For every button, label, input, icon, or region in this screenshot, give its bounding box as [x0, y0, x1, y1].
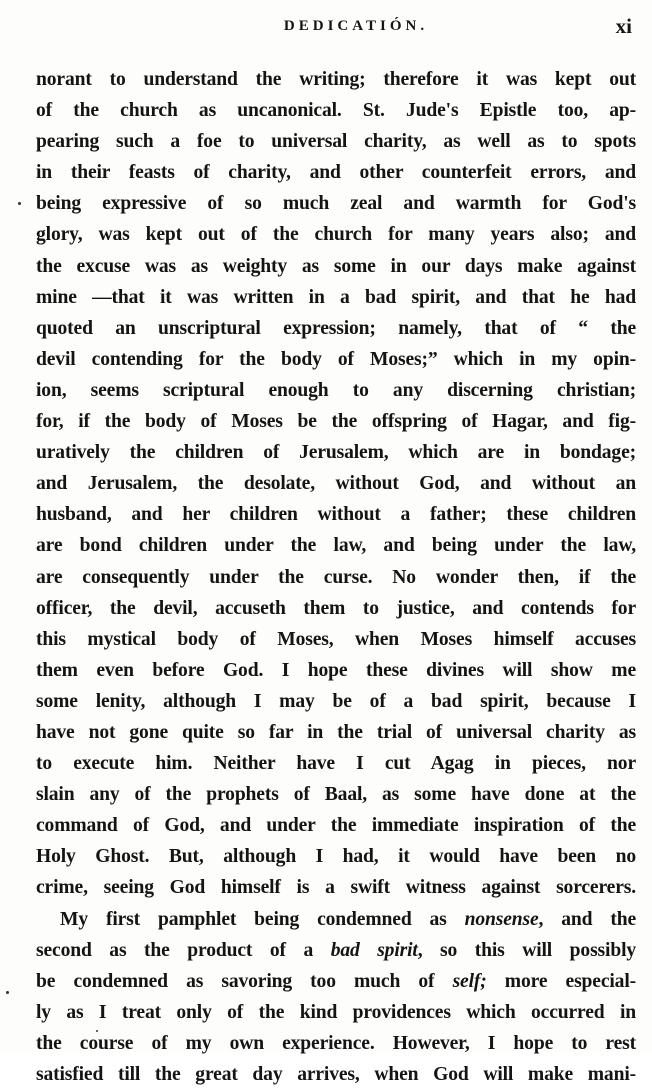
text-line	[36, 810, 636, 841]
italic-run: nonsense	[464, 908, 539, 930]
text-line	[36, 1028, 636, 1059]
text-line	[36, 562, 636, 593]
text-line	[36, 219, 636, 250]
text-run: of the church as uncanonical. St. Jude's Epistle too, ap-	[36, 100, 636, 122]
text-line	[36, 904, 636, 935]
text-run: crime, seeing God himself is a swift witness against sorcerers.	[36, 877, 636, 899]
body-text	[36, 64, 636, 1090]
text-run: more especial-	[486, 970, 636, 992]
text-run: pearing such a foe to universal charity, as well as to spots	[36, 131, 636, 153]
text-run: command of God, and under the immediate inspiration of the	[36, 815, 636, 837]
text-run: slain any of the prophets of Baal, as some have done at the	[36, 784, 636, 806]
italic-run: self;	[452, 970, 487, 992]
ink-speck	[18, 202, 21, 205]
text-run: Holy Ghost. But, although I had, it would have been no	[36, 846, 636, 868]
text-line	[36, 966, 636, 997]
running-title: DEDICATIÓN.	[283, 18, 429, 34]
text-line	[36, 344, 636, 375]
text-run: ly as I treat only of the kind providences which occurred in	[36, 1001, 636, 1023]
text-line	[36, 997, 636, 1028]
ink-speck	[6, 991, 9, 994]
text-line	[36, 468, 636, 499]
text-run: and Jerusalem, the desolate, without God, and without an	[36, 473, 636, 495]
text-run: officer, the devil, accuseth them to justice, and contends for	[36, 597, 636, 619]
text-run: quoted an unscriptural expression; namely, that of “ the	[36, 317, 636, 339]
text-run: norant to understand the writing; therefore it was kept out	[36, 69, 636, 90]
page-number: xi	[615, 14, 632, 38]
text-line	[36, 530, 636, 561]
text-line	[36, 593, 636, 624]
text-run: are consequently under the curse. No wonder then, if the	[36, 566, 636, 588]
text-line	[36, 779, 636, 810]
text-line	[36, 437, 636, 468]
text-line	[36, 282, 636, 313]
text-line	[36, 95, 636, 126]
text-line	[36, 748, 636, 779]
text-run: being expressive of so much zeal and warmth for God's	[36, 193, 636, 215]
text-run: uratively the children of Jerusalem, which are in bondage;	[36, 442, 636, 464]
text-run: mine —that it was written in a bad spirit, and that he had	[36, 286, 636, 308]
text-line	[36, 717, 636, 748]
text-run: in their feasts of charity, and other counterfeit errors, and	[36, 162, 636, 184]
text-line	[36, 841, 636, 872]
italic-run: bad spirit	[330, 939, 418, 961]
text-run: the excuse was as weighty as some in our days make against	[36, 255, 636, 277]
text-line	[36, 499, 636, 530]
text-line	[36, 375, 636, 406]
ink-speck	[96, 1030, 98, 1032]
text-run: are bond children under the law, and being under the law,	[36, 535, 636, 557]
text-run: satisfied till the great day arrives, when God will make mani-	[36, 1064, 636, 1085]
text-line	[36, 686, 636, 717]
text-line	[36, 872, 636, 903]
text-line	[36, 188, 636, 219]
text-run: some lenity, although I may be of a bad spirit, because I	[36, 690, 636, 712]
text-line	[36, 157, 636, 188]
text-run: to execute him. Neither have I cut Agag in pieces, nor	[36, 753, 636, 775]
text-run: glory, was kept out of the church for many years also; and	[36, 224, 636, 246]
text-run: this mystical body of Moses, when Moses himself accuses	[36, 628, 636, 650]
text-line	[36, 126, 636, 157]
text-run: have not gone quite so far in the trial of universal charity as	[36, 721, 636, 743]
text-run: husband, and her children without a father; these children	[36, 504, 636, 526]
text-run: My first pamphlet being condemned as	[60, 908, 465, 930]
text-run: devil contending for the body of Moses;” which in my opin-	[36, 348, 636, 370]
text-run: second as the product of a	[36, 939, 331, 961]
text-run: them even before God. I hope these divines will show me	[36, 659, 636, 681]
text-line	[36, 624, 636, 655]
text-line	[36, 406, 636, 437]
text-run: for, if the body of Moses be the offspring of Hagar, and fig-	[36, 411, 636, 433]
text-line	[36, 935, 636, 966]
text-run: , so this will possibly	[417, 939, 637, 961]
running-head	[36, 14, 636, 44]
text-line	[36, 655, 636, 686]
text-line	[36, 313, 636, 344]
text-run: ion, seems scriptural enough to any discerning christian;	[36, 379, 636, 401]
text-line	[36, 251, 636, 282]
text-run: be condemned as savoring too much of	[36, 970, 453, 992]
text-run: the course of my own experience. However, I hope to rest	[36, 1032, 636, 1054]
text-line	[36, 1059, 636, 1090]
text-run: , and the	[538, 908, 636, 930]
text-line	[36, 64, 636, 95]
